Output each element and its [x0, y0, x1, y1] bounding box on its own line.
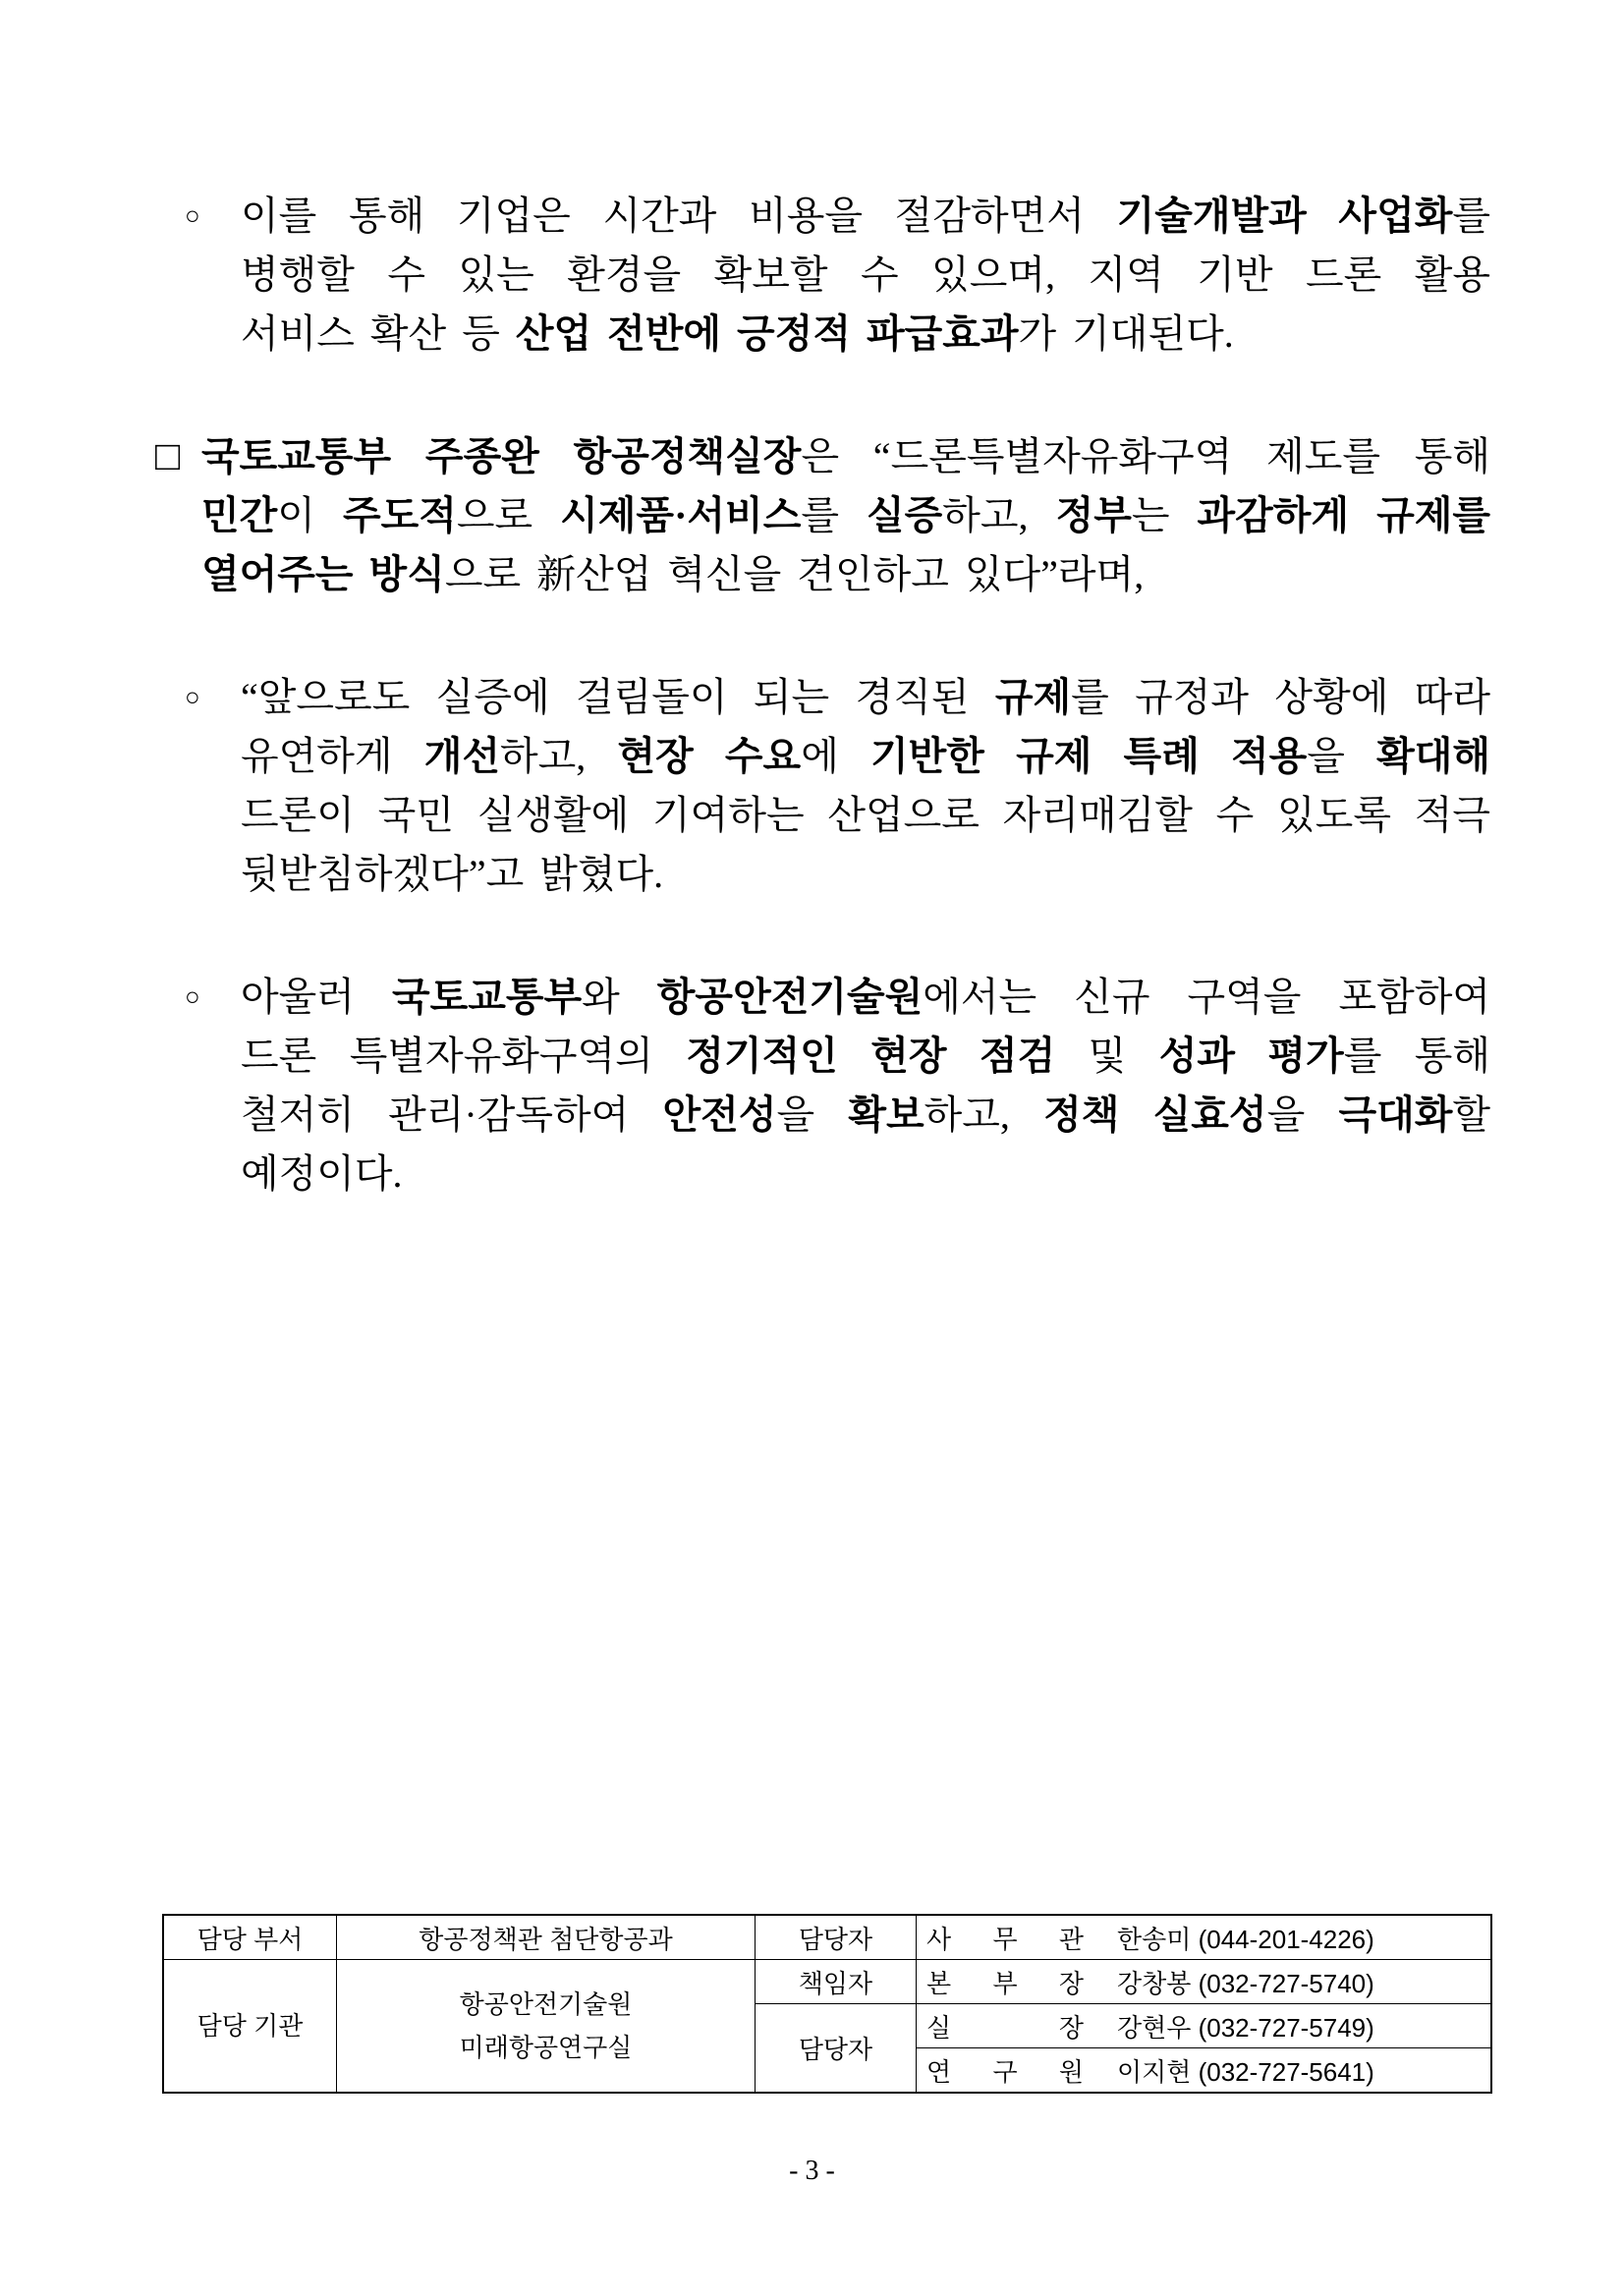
text-segment: 현장 수요 [617, 734, 802, 778]
position-text [926, 1920, 1084, 1956]
text-segment: 실증 [867, 493, 943, 537]
name-phone-text: 이지현 (032-727-5641) [1117, 2056, 1374, 2087]
contact-inner [917, 1964, 1490, 2000]
text-line [241, 1086, 1490, 1145]
position-text [926, 2052, 1084, 2089]
org-label-text: 담당 기관 [196, 2011, 304, 2041]
text-line [201, 486, 1490, 545]
text-line [241, 968, 1490, 1027]
text-line [241, 786, 1490, 845]
text-segment: 를 [1452, 194, 1490, 238]
table-row [163, 1915, 1491, 1960]
text-segment: 항공안전기술원 [656, 975, 924, 1019]
text-line [241, 305, 1490, 364]
text-line [241, 246, 1490, 305]
text-segment: 시제품·서비스 [560, 493, 802, 537]
text-line [201, 427, 1490, 486]
circle-bullet: ○ [185, 982, 200, 1011]
text-segment: 을 [1266, 1092, 1339, 1137]
contact-table [162, 1914, 1492, 2094]
text-segment: 개선 [423, 734, 501, 778]
position-text [926, 1964, 1084, 2000]
text-segment: 와 [582, 975, 657, 1019]
text-segment: 국토교통부 [391, 975, 583, 1019]
org-lines [337, 1983, 755, 2069]
text-segment: 하고, [924, 1092, 1044, 1137]
text-segment: 과감하게 규제를 [1197, 493, 1491, 537]
text-segment: 는 [1131, 493, 1198, 537]
position-char: 원 [1058, 2056, 1084, 2087]
text-segment: 가 기대된다. [1018, 311, 1234, 356]
contact-inner [917, 2008, 1490, 2044]
text-segment: 드론 특별자유화구역의 [241, 1034, 687, 1078]
text-segment: 뒷받침하겠다”고 밝혔다. [241, 852, 664, 896]
text-segment: 성과 평가 [1158, 1034, 1344, 1078]
position-char: 연 [926, 2056, 952, 2087]
circle-bullet: ○ [185, 201, 200, 230]
text-segment: 및 [1055, 1034, 1159, 1078]
text-segment: 국토교통부 주종완 항공정책실장 [201, 434, 802, 478]
position-char: 구 [992, 2056, 1018, 2087]
text-line [241, 845, 1490, 904]
square-bullet: □ [155, 434, 181, 479]
text-segment: 이를 통해 기업은 시간과 비용을 절감하면서 [241, 194, 1117, 238]
table-row [163, 1960, 1491, 2004]
org-line1: 항공안전기술원 [459, 1989, 633, 2019]
contact-cell [917, 1915, 1492, 1960]
text-segment: 열어주는 방식 [201, 552, 445, 596]
position-char: 부 [992, 1968, 1018, 1998]
text-segment: “앞으로도 실증에 걸림돌이 되는 경직된 [241, 675, 995, 719]
text-segment: 하고, [500, 734, 618, 778]
text-segment: 에 [801, 734, 871, 778]
position-char: 관 [1058, 1924, 1084, 1954]
paragraph [155, 668, 1490, 904]
text-segment: 철저히 관리·감독하여 [241, 1092, 663, 1137]
text-segment: 으로 [456, 493, 561, 537]
text-segment: 에서는 신규 구역을 포함하여 [923, 975, 1490, 1019]
text-segment: 아울러 [241, 975, 392, 1019]
contact-cell [917, 1960, 1492, 2004]
paragraph [155, 427, 1490, 604]
position-char: 장 [1058, 2012, 1084, 2043]
text-segment: 예정이다. [241, 1151, 403, 1196]
body-paragraphs [155, 187, 1490, 1267]
text-line [241, 1027, 1490, 1086]
text-segment: 확보 [848, 1092, 924, 1137]
name-phone-text: 한송미 (044-201-4226) [1117, 1924, 1374, 1954]
text-segment: 기반한 규제 특례 적용 [870, 734, 1308, 778]
contact-table-wrap [162, 1914, 1492, 2094]
text-segment: 기술개발과 사업화 [1116, 194, 1453, 238]
dept-label-cell: 담당 부서 [163, 1915, 337, 1960]
text-segment: 은 “드론특별자유화구역 제도를 통해 [801, 434, 1490, 478]
text-segment: 안전성 [662, 1092, 777, 1137]
org-value-cell [337, 1960, 756, 2094]
position-char: 무 [992, 1924, 1018, 1954]
text-segment: 이 [277, 493, 343, 537]
text-segment: 을 [776, 1092, 849, 1137]
text-segment: 정기적인 현장 점검 [686, 1034, 1056, 1078]
text-segment: 병행할 수 있는 환경을 확보할 수 있으며, 지역 기반 드론 활용 [241, 252, 1490, 297]
text-segment: 를 [801, 493, 867, 537]
position-char: 장 [1058, 1968, 1084, 1998]
text-line [201, 545, 1490, 604]
text-line [241, 187, 1490, 246]
text-segment: 으로 新산업 혁신을 견인하고 있다”라며, [444, 552, 1145, 596]
text-segment: 유연하게 [241, 734, 424, 778]
contact-inner [917, 1920, 1490, 1956]
text-segment: 주도적 [342, 493, 457, 537]
name-phone-text: 강현우 (032-727-5749) [1117, 2012, 1374, 2043]
text-segment: 드론이 국민 실생활에 기여하는 산업으로 자리매김할 수 있도록 적극 [241, 793, 1490, 837]
role-cell: 담당자 [756, 1915, 917, 1960]
text-segment: 를 통해 [1343, 1034, 1491, 1078]
position-char: 사 [926, 1924, 952, 1954]
text-segment: 서비스 확산 등 [241, 311, 516, 356]
text-segment: 민간 [201, 493, 278, 537]
paragraph [155, 968, 1490, 1204]
text-line [241, 727, 1490, 786]
org-line2: 미래항공연구실 [459, 2033, 633, 2062]
name-phone-text: 강창봉 (032-727-5740) [1117, 1968, 1374, 1998]
role-cell: 담당자 [756, 2004, 917, 2094]
text-segment: 정부 [1055, 493, 1132, 537]
text-segment: 극대화 [1338, 1092, 1453, 1137]
text-line [241, 1145, 1490, 1204]
text-segment: 를 규정과 상황에 따라 [1071, 675, 1490, 719]
org-label-cell [163, 1960, 337, 2094]
position-text [926, 2008, 1084, 2044]
text-segment: 을 [1307, 734, 1377, 778]
paragraph [155, 187, 1490, 364]
text-segment: 산업 전반에 긍정적 파급효과 [515, 311, 1019, 356]
position-char: 본 [926, 1968, 952, 1998]
contact-inner [917, 2052, 1490, 2089]
contact-cell [917, 2048, 1492, 2094]
position-char: 실 [926, 2012, 952, 2043]
text-segment: 할 [1452, 1092, 1491, 1137]
contact-cell [917, 2004, 1492, 2048]
circle-bullet: ○ [185, 683, 200, 711]
text-line [241, 668, 1490, 727]
text-segment: 하고, [942, 493, 1056, 537]
dept-value-cell: 항공정책관 첨단항공과 [337, 1915, 756, 1960]
text-segment: 규제 [994, 675, 1072, 719]
page-number: - 3 - [789, 2156, 835, 2186]
role-cell: 책임자 [756, 1960, 917, 2004]
text-segment: 정책 실효성 [1043, 1092, 1267, 1137]
text-segment: 확대해 [1376, 734, 1491, 778]
